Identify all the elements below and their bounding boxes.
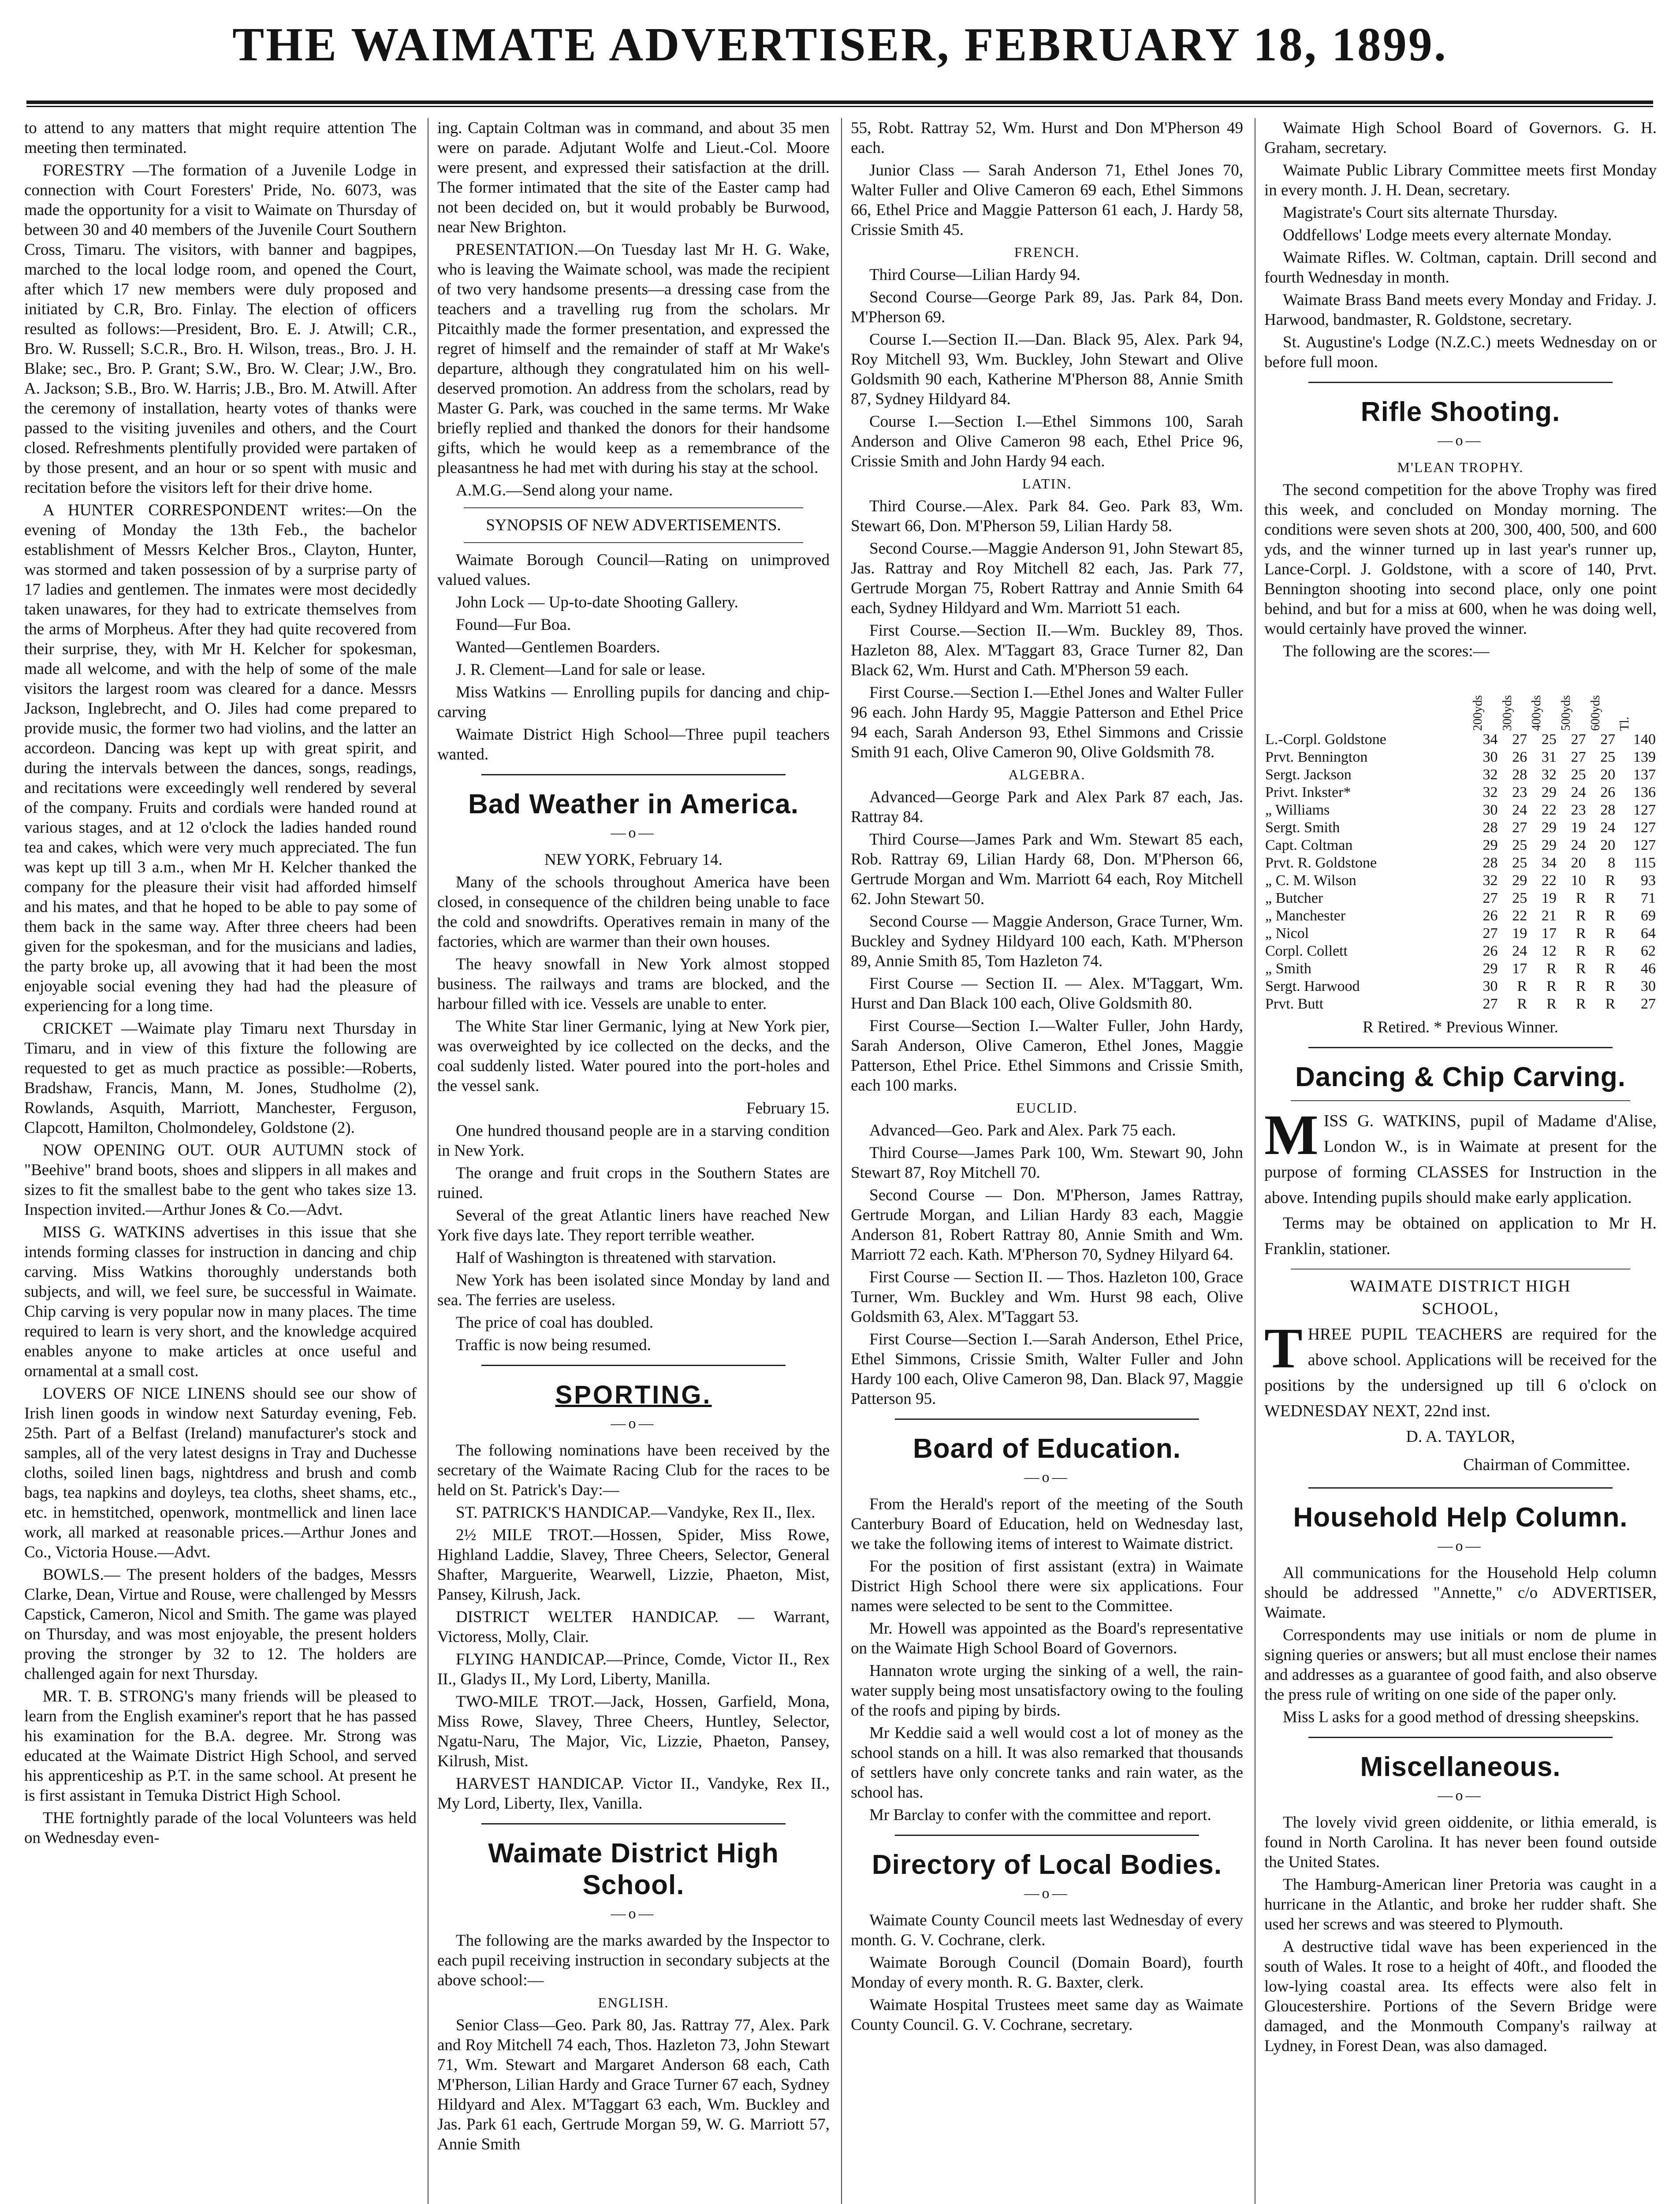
scores-value-cell: 20 bbox=[1600, 837, 1616, 853]
scores-row bbox=[1264, 907, 1657, 925]
scores-table bbox=[1264, 665, 1657, 1013]
scores-value-cell: 26 bbox=[1512, 749, 1527, 765]
ornament: —o— bbox=[1024, 1469, 1070, 1485]
cricket-paragraph: CRICKET —Waimate play Timaru next Thursday in Timaru, and in view of this fixture the following are requested to get as much practice as possible:—Roberts, Bradshaw, Francis, Mann, M. Jones, Studholme (2), Rowlands, Asquith, Marriott, Manchester, Ferguson, Clapcott, Hamilton, Cholmondeley, Goldstone (2). bbox=[24, 1020, 417, 1137]
scores-value-cell: 139 bbox=[1633, 749, 1656, 765]
sporting-heading: SPORTING. bbox=[555, 1381, 712, 1409]
scores-row bbox=[1264, 890, 1657, 907]
scores-row bbox=[1264, 801, 1657, 819]
scores-value-cell: 127 bbox=[1633, 837, 1656, 853]
school-paragraph: Second Course — Maggie Anderson, Grace Turner, Wm. Buckley and Sydney Hildyard 100 each, Kath. M'Pherson 89, Annie Smith 85, Tom Hazleton 74. bbox=[851, 912, 1243, 970]
divider bbox=[481, 1823, 786, 1824]
synopsis-item: Waimate District High School—Three pupil teachers wanted. bbox=[437, 726, 830, 763]
scores-value-cell: 115 bbox=[1634, 855, 1656, 871]
weather-paragraph: The heavy snowfall in New York almost stopped business. The railways and trams are blocked, and the harbour filled with ice. Vessels are unable to enter. bbox=[437, 955, 830, 1013]
directory-entry: Waimate High School Board of Governors. G. H. Graham, secretary. bbox=[1264, 119, 1657, 157]
synopsis-item: John Lock — Up-to-date Shooting Gallery. bbox=[456, 593, 738, 611]
sporting-paragraph: HARVEST HANDICAP. Victor II., Vandyke, Rex II., My Lord, Liberty, Ilex, Vanilla. bbox=[437, 1775, 830, 1813]
dateline: NEW YORK, February 14. bbox=[544, 851, 723, 869]
sporting-paragraph: TWO-MILE TROT.—Jack, Hossen, Garfield, Mona, Miss Rowe, Slavey, Three Cheers, Huntley, Selector, Ngatu-Naru, The Major, Vic, Lizzie, Phaeton, Pansey, Kilrush, Mist. bbox=[437, 1693, 830, 1770]
directory-entry: Oddfellows' Lodge meets every alternate Monday. bbox=[1283, 226, 1612, 244]
scores-header: 400yds bbox=[1530, 695, 1544, 731]
scores-name-cell: „ Nicol bbox=[1265, 925, 1309, 942]
divider bbox=[895, 1418, 1199, 1420]
synopsis-item: Miss Watkins — Enrolling pupils for dancing and chip-carving bbox=[437, 683, 830, 721]
board-paragraph: Mr. Howell was appointed as the Board's representative on the Waimate High School Board of Governors. bbox=[851, 1619, 1243, 1657]
scores-header: 200yds bbox=[1471, 695, 1485, 731]
divider bbox=[481, 1365, 786, 1366]
scores-value-cell: 28 bbox=[1512, 767, 1527, 783]
scores-value-cell: 24 bbox=[1512, 943, 1527, 959]
dancing-terms: Terms may be obtained on application to Mr H. Franklin, stationer. bbox=[1264, 1214, 1657, 1258]
school-paragraph: First Course — Section II. — Alex. M'Taggart, Wm. Hurst and Dan Black 100 each, Olive Goldsmith 80. bbox=[851, 975, 1243, 1013]
school-paragraph: Second Course — Don. M'Pherson, James Rattray, Gertrude Morgan, and Lilian Hardy 83 each, Maggie Anderson 81, Robert Rattray 80, Annie Smith and Wm. Marriott 72 each. Kath. M'Pherson 70, Sydney Hilyard 64. bbox=[851, 1186, 1243, 1264]
scores-value-cell: 31 bbox=[1541, 749, 1557, 765]
scores-value-cell: 34 bbox=[1541, 855, 1557, 871]
directory-entry: Waimate Rifles. W. Coltman, captain. Drill second and fourth Wednesday in month. bbox=[1264, 249, 1657, 287]
scores-header: 300yds bbox=[1500, 695, 1514, 731]
parade-continued: ing. Captain Coltman was in command, and about 35 men were on parade. Adjutant Wolfe and Lieut.-Col. Moore were present, and expressed their satisfaction at the drill. The former intimated that the site of the Easter camp had not been decided on, but it would probably be Burwood, near New Brighton. bbox=[437, 119, 830, 236]
masthead-rule-thin bbox=[26, 106, 1653, 107]
scores-value-cell: R bbox=[1605, 978, 1616, 994]
school-advert-text: HREE PUPIL TEACHERS are required for the above school. Applications will be received for the positions by the undersigned up till 6 o'clock on WEDNESDAY NEXT, 22nd inst. bbox=[1264, 1325, 1657, 1420]
scores-value-cell: 62 bbox=[1641, 943, 1656, 959]
scores-row bbox=[1264, 978, 1657, 995]
weather-paragraph: Half of Washington is threatened with starvation. bbox=[456, 1249, 776, 1267]
scores-value-cell: 23 bbox=[1512, 784, 1527, 800]
scores-name-cell: „ C. M. Wilson bbox=[1265, 872, 1356, 889]
scores-value-cell: 26 bbox=[1483, 943, 1498, 959]
bowls-paragraph: BOWLS.— The present holders of the badges, Messrs Clarke, Dean, Virtue and Rouse, were challenged by Messrs Capstick, Cameron, Nicol and Smith. The game was played on Thursday, and was most enjoyable, the present holders proving the stronger by 32 to 12. The holders are challenged again for next Thursday. bbox=[24, 1566, 417, 1683]
school-paragraph: The following are the marks awarded by the Inspector to each pupil receiving instruction in secondary subjects at the above school:— bbox=[437, 1932, 830, 1989]
scores-value-cell: R bbox=[1605, 996, 1616, 1012]
scores-value-cell: 29 bbox=[1541, 819, 1557, 836]
masthead-title: THE WAIMATE ADVERTISER, FEBRUARY 18, 1899. bbox=[232, 19, 1448, 71]
school-paragraph: Third Course—James Park and Wm. Stewart 85 each, Rob. Rattray 69, Lilian Hardy 68, Don. M'Pherson 66, Gertrude Morgan and Wm. Marriott 64 each, Roy Mitchell 62. John Stewart 50. bbox=[851, 830, 1243, 908]
scores-row bbox=[1264, 960, 1657, 978]
scores-name-cell: Prvt. R. Goldstone bbox=[1265, 855, 1377, 871]
household-paragraph: All communications for the Household Help column should be addressed "Annette," c/o ADVERTISER, Waimate. bbox=[1264, 1564, 1657, 1622]
scores-value-cell: 25 bbox=[1512, 890, 1527, 906]
synopsis-item: Found—Fur Boa. bbox=[456, 616, 571, 634]
misc-paragraph: The Hamburg-American liner Pretoria was caught in a hurricane in the Atlantic, and broke her rudder shaft. She used her screws and was steered to Plymouth. bbox=[1264, 1876, 1657, 1933]
scores-value-cell: 25 bbox=[1541, 731, 1557, 748]
scores-name-cell: Sergt. Jackson bbox=[1265, 767, 1352, 783]
scores-note: R Retired. * Previous Winner. bbox=[1363, 1018, 1558, 1036]
rifle-heading: Rifle Shooting. bbox=[1360, 397, 1561, 427]
board-paragraph: From the Herald's report of the meeting of the South Canterbury Board of Education, held on Wednesday last, we take the following items of interest to Waimate district. bbox=[851, 1495, 1243, 1553]
scores-value-cell: 26 bbox=[1600, 784, 1616, 800]
scores-value-cell: 29 bbox=[1512, 872, 1527, 889]
scores-value-cell: 22 bbox=[1541, 802, 1557, 818]
scores-value-cell: R bbox=[1576, 908, 1586, 924]
scores-row bbox=[1264, 837, 1657, 854]
scores-value-cell: 17 bbox=[1512, 961, 1527, 977]
scores-value-cell: 27 bbox=[1512, 731, 1527, 748]
divider bbox=[1308, 1047, 1613, 1048]
masthead-rule bbox=[26, 101, 1653, 104]
ornament: —o— bbox=[1438, 1787, 1483, 1804]
scores-value-cell: 30 bbox=[1483, 978, 1498, 994]
scores-value-cell: 25 bbox=[1512, 837, 1527, 853]
directory-heading: Directory of Local Bodies. bbox=[872, 1850, 1222, 1880]
directory-entry: Waimate County Council meets last Wednesday of every month. G. V. Cochrane, clerk. bbox=[851, 1911, 1243, 1949]
scores-value-cell: 21 bbox=[1541, 908, 1557, 924]
scores-row bbox=[1264, 854, 1657, 872]
school-advert-heading: SCHOOL, bbox=[1422, 1299, 1499, 1318]
scores-value-cell: R bbox=[1605, 961, 1616, 977]
synopsis-item: Waimate Borough Council—Rating on unimproved valued values. bbox=[437, 551, 830, 589]
school-paragraph: Advanced—George Park and Alex Park 87 each, Jas. Rattray 84. bbox=[851, 788, 1243, 826]
subject-heading: ENGLISH. bbox=[598, 1995, 669, 2010]
scores-value-cell: 25 bbox=[1571, 767, 1586, 783]
scores-value-cell: 32 bbox=[1483, 872, 1498, 889]
ornament: —o— bbox=[1438, 432, 1483, 449]
scores-value-cell: 46 bbox=[1641, 961, 1656, 977]
sporting-paragraph: DISTRICT WELTER HANDICAP. — Warrant, Victoress, Molly, Clair. bbox=[437, 1608, 830, 1646]
divider bbox=[481, 774, 786, 775]
scores-value-cell: R bbox=[1605, 908, 1616, 924]
scores-name-cell: Corpl. Collett bbox=[1265, 943, 1348, 959]
scores-value-cell: 30 bbox=[1641, 978, 1656, 994]
school-advert bbox=[1264, 1317, 1657, 1478]
scores-value-cell: R bbox=[1605, 925, 1616, 942]
weather-paragraph: The price of coal has doubled. bbox=[456, 1314, 653, 1332]
divider bbox=[1308, 1487, 1613, 1489]
scores-value-cell: 140 bbox=[1633, 731, 1656, 748]
ornament: —o— bbox=[611, 1906, 656, 1922]
parade-paragraph: THE fortnightly parade of the local Volunteers was held on Wednesday even- bbox=[24, 1809, 417, 1847]
weather-paragraph: Many of the schools throughout America have been closed, in consequence of the children being unable to face the cold and snowdrifts. Operatives remain in many of the factories, which are warmer than their own houses. bbox=[437, 873, 830, 951]
scores-value-cell: R bbox=[1576, 925, 1586, 942]
sporting-paragraph: The following nominations have been received by the secretary of the Waimate Racing Club for the races to be held on St. Patrick's Day:— bbox=[437, 1441, 830, 1499]
scores-row bbox=[1264, 872, 1657, 890]
scores-header-row bbox=[1264, 665, 1657, 731]
school-advert-heading: WAIMATE DISTRICT HIGH bbox=[1350, 1277, 1571, 1296]
scores-value-cell: 24 bbox=[1512, 802, 1527, 818]
weather-heading: Bad Weather in America. bbox=[468, 789, 799, 819]
hunter-paragraph: A HUNTER CORRESPONDENT writes:—On the evening of Monday the 13th Feb., the bachelor establishment of Messrs Kelcher Bros., Clayton, Hunter, was stormed and taken possession of by a surprise party of 17 ladies and gentlemen. The inmates were most decidedly taken unawares, for they had to extricate themselves from the arms of Morpheus. After they had quite recovered from their surprise, they, with Mr H. Kelcher for spokesman, made all welcome, and with the help of some of the male visitors the largest room was cleared for a dance. Messrs Jackson, Inglebrecht, and O. Jiles had come prepared to provide music, the former two had violins, and the latter an accordeon. Dancing was kept up with great spirit, and during the intervals between the dances, songs, readings, and recitations were exceedingly well rendered by several of the company. Fruits and cordials were handed round at various stages, and at 12 o'clock the ladies handed round tea and cakes, which were very much appreciated. The fun was kept up till 3 a.m., when Mr H. Kelcher thanked the company for the pleasure their visit had afforded himself and his mates, and that he hoped to be able to pay some of them back in the same way. After three cheers had been given for the spokesman, and for the musicians and ladies, the party broke up, all avowing that it had been the most enjoyable social evening they had had the pleasure of experiencing for a long time. bbox=[24, 501, 417, 1015]
scores-value-cell: 136 bbox=[1633, 784, 1656, 800]
divider bbox=[1291, 1269, 1630, 1270]
scores-value-cell: 93 bbox=[1641, 872, 1656, 889]
scores-value-cell: 27 bbox=[1641, 996, 1656, 1012]
scores-value-cell: 29 bbox=[1541, 784, 1557, 800]
scores-value-cell: R bbox=[1576, 943, 1586, 959]
scores-row bbox=[1264, 942, 1657, 960]
divider bbox=[1308, 1737, 1613, 1738]
paragraph: to attend to any matters that might require attention The meeting then terminated. bbox=[24, 119, 417, 157]
dancing-advert bbox=[1264, 1103, 1657, 1262]
misc-heading: Miscellaneous. bbox=[1360, 1752, 1561, 1782]
scores-value-cell: 24 bbox=[1571, 837, 1586, 853]
dancing-text: ISS G. WATKINS, pupil of Madame d'Alise, London W., is in Waimate at present for the purpose of forming CLASSES for Instruction in the above. Intending pupils should make early application. bbox=[1264, 1112, 1657, 1207]
board-paragraph: Hannaton wrote urging the sinking of a well, the rain-water supply being most unsatisfactory owing to the fouling of the roofs and piping by birds. bbox=[851, 1662, 1243, 1720]
school-paragraph: Advanced—Geo. Park and Alex. Park 75 each. bbox=[869, 1121, 1176, 1139]
weather-paragraph: Several of the great Atlantic liners have reached New York five days late. They report terrible weather. bbox=[437, 1206, 830, 1244]
forestry-paragraph: FORESTRY —The formation of a Juvenile Lodge in connection with Court Foresters' Pride, No. 6073, was made the opportunity for a visit to Waimate on Thursday of between 30 and 40 members of the Juvenile Court Southern Cross, Timaru. The visitors, with banner and bagpipes, marched to the local lodge room, and opened the Court, after which 17 new members were duly proposed and initiated by C.R, Bro. Finlay. The election of officers resulted as follows:—President, Bro. E. J. Atwill; C.R., Bro. W. Russell; S.C.R., Bro. H. Wilson, treas., Bro. J. H. Blake; sec., Bro. P. Grant; S.W., Bro. W. Clear; J.W., Bro. A. Jackson; S.B., Bro. W. Harris; J.B., Bro. M. Atwill. After the ceremony of installation, hearty votes of thanks were passed to the visiting juveniles and others, and the Court closed. Refreshments plentifully provided were partaken of by those present, and an hour or so spent with music and recitation before the visitors left for their drive home. bbox=[24, 161, 417, 497]
sporting-paragraph: ST. PATRICK'S HANDICAP.—Vandyke, Rex II., Ilex. bbox=[456, 1504, 816, 1522]
board-paragraph: Mr Barclay to confer with the committee and report. bbox=[869, 1806, 1211, 1824]
scores-value-cell: R bbox=[1546, 961, 1557, 977]
school-paragraph: First Course.—Section II.—Wm. Buckley 89, Thos. Hazleton 88, Alex. M'Taggart 83, Grace Turner 82, Dan Black 62, Wm. Hurst and Cath. M'Pherson 59 each. bbox=[851, 622, 1243, 679]
scores-value-cell: 23 bbox=[1571, 802, 1586, 818]
scores-value-cell: 10 bbox=[1571, 872, 1586, 889]
board-paragraph: Mr Keddie said a well would cost a lot of money as the school stands on a hill. It was also remarked that thousands of settlers have only concrete tanks and rain water, as the school has. bbox=[851, 1724, 1243, 1802]
scores-value-cell: 29 bbox=[1483, 961, 1498, 977]
strong-paragraph: MR. T. B. STRONG's many friends will be pleased to learn from the English examiner's report that he has passed his examination for the B.A. degree. Mr. Strong was educated at the Waimate District High School, and served his apprenticeship as P.T. in the same school. At present he is first assistant in Temuka District High School. bbox=[24, 1687, 417, 1805]
synopsis-item: Wanted—Gentlemen Boarders. bbox=[456, 638, 660, 656]
misc-paragraph: The lovely vivid green oiddenite, or lithia emerald, is found in North Carolina. It has never been found outside the United States. bbox=[1264, 1813, 1657, 1871]
school-paragraph: Senior Class—Geo. Park 80, Jas. Rattray 77, Alex. Park and Roy Mitchell 74 each, Thos. Hazleton 73, John Stewart 71, Wm. Stewart and Margaret Anderson 68 each, Cath M'Pherson, Lilian Hardy and Grace Turner 67 each, Sydney Hildyard and Alex. M'Taggart 63 each, Wm. Buckley and Jas. Park 61 each, Gertrude Morgan 59, W. G. Marriott 57, Annie Smith bbox=[437, 2016, 830, 2153]
scores-name-cell: „ Butcher bbox=[1265, 890, 1323, 906]
scores-body bbox=[1264, 731, 1657, 1013]
dancing-heading: Dancing & Chip Carving. bbox=[1295, 1062, 1626, 1092]
scores-value-cell: 19 bbox=[1512, 925, 1527, 942]
scores-value-cell: 27 bbox=[1512, 819, 1527, 836]
school-paragraph: Course I.—Section II.—Dan. Black 95, Alex. Park 94, Roy Mitchell 93, Wm. Buckley, John Stewart and Olive Goldsmith 90 each, Katherine M'Pherson 88, Annie Smith 87, Sydney Hildyard 84. bbox=[851, 331, 1243, 408]
drop-cap: T bbox=[1264, 1317, 1303, 1380]
school-paragraph: Third Course—Lilian Hardy 94. bbox=[869, 266, 1080, 284]
directory-entry: Waimate Brass Band meets every Monday and Friday. J. Harwood, bandmaster, R. Goldstone, secretary. bbox=[1264, 291, 1657, 329]
scores-value-cell: 29 bbox=[1483, 837, 1498, 853]
column-2 bbox=[437, 118, 830, 2204]
scores-value-cell: R bbox=[1517, 978, 1527, 994]
scores-name-cell: Sergt. Smith bbox=[1265, 819, 1340, 836]
scores-value-cell: 71 bbox=[1641, 890, 1656, 906]
rifle-paragraph: The second competition for the above Trophy was fired this week, and concluded on Monday morning. The conditions were seven shots at 200, 300, 400, 500, and 600 yds, and the winner turned up in last year's runner up, Lance-Corpl. J. Goldstone, with a score of 140, Prvt. Bennington shooting into second place, only one point behind, and but for a miss at 600, when he was doing well, would certainly have proved the winner. bbox=[1264, 481, 1657, 638]
school-paragraph: Second Course—George Park 89, Jas. Park 84, Don. M'Pherson 69. bbox=[851, 288, 1243, 326]
scores-value-cell: R bbox=[1576, 978, 1586, 994]
divider bbox=[464, 507, 803, 508]
scores-value-cell: 27 bbox=[1571, 749, 1586, 765]
ornament: —o— bbox=[1024, 1885, 1070, 1902]
scores-value-cell: 127 bbox=[1633, 802, 1656, 818]
scores-value-cell: 24 bbox=[1600, 819, 1616, 836]
ornament: —o— bbox=[611, 1415, 656, 1432]
school-paragraph: Junior Class — Sarah Anderson 71, Ethel Jones 70, Walter Fuller and Olive Cameron 69 each, Ethel Simmons 66, Ethel Price and Maggie Patterson 61 each, J. Hardy 58, Crissie Smith 45. bbox=[851, 161, 1243, 239]
column-divider bbox=[841, 118, 842, 2204]
scores-value-cell: 27 bbox=[1483, 925, 1498, 942]
scores-row bbox=[1264, 925, 1657, 942]
dateline: February 15. bbox=[746, 1099, 830, 1117]
scores-value-cell: 32 bbox=[1483, 784, 1498, 800]
scores-value-cell: R bbox=[1546, 978, 1557, 994]
ornament: —o— bbox=[1438, 1538, 1483, 1554]
directory-entry: Waimate Hospital Trustees meet same day as Waimate County Council. G. V. Cochrane, secretary. bbox=[851, 1996, 1243, 2034]
board-heading: Board of Education. bbox=[913, 1433, 1181, 1464]
scores-row bbox=[1264, 819, 1657, 837]
scores-header-blank bbox=[1264, 665, 1469, 731]
sporting-paragraph: 2½ MILE TROT.—Hossen, Spider, Miss Rowe, Highland Laddie, Slavey, Three Cheers, Selector, General Shafter, Marguerite, Wearwell, Lizzie, Phaeton, Mist, Pansey, Kilrush, Jack. bbox=[437, 1526, 830, 1604]
drop-cap: M bbox=[1264, 1103, 1319, 1167]
household-paragraph: Correspondents may use initials or nom de plume in signing queries or answers; but all must enclose their names and addresses as a guarantee of good faith, and also observe the press rule of writing on one side of the paper only. bbox=[1264, 1626, 1657, 1704]
school-paragraph: First Course — Section II. — Thos. Hazleton 100, Grace Turner, Wm. Buckley and Wm. Hurst 98 each, Olive Goldsmith 63, Alex. M'Taggart 53. bbox=[851, 1268, 1243, 1326]
scores-value-cell: 28 bbox=[1483, 819, 1498, 836]
scores-value-cell: 27 bbox=[1483, 890, 1498, 906]
presentation-paragraph: PRESENTATION.—On Tuesday last Mr H. G. Wake, who is leaving the Waimate school, was made the recipient of two very handsome presents—a dressing case from the teachers and a travelling rug from the scholars. Mr Pitcaithly made the former presentation, and expressed the regret of himself and the remainder of staff at Mr Wake's departure, although they congratulated him on his well-deserved promotion. An address from the scholars, read by Master G. Park, was couched in the same terms. Mr Wake briefly replied and thanked the donors for their handsome gifts, which he would keep as a remembrance of the pleasantness he had met with during his stay at the school. bbox=[437, 241, 830, 477]
scores-value-cell: R bbox=[1576, 890, 1586, 906]
scores-value-cell: 19 bbox=[1541, 890, 1557, 906]
board-paragraph: For the position of first assistant (extra) in Waimate District High School there were six applications. Four names were selected to be sent to the Committee. bbox=[851, 1557, 1243, 1615]
directory-entry: St. Augustine's Lodge (N.Z.C.) meets Wednesday on or before full moon. bbox=[1264, 333, 1657, 371]
subject-heading: LATIN. bbox=[1022, 476, 1072, 491]
scores-value-cell: 34 bbox=[1483, 731, 1498, 748]
rifle-paragraph: The following are the scores:— bbox=[1283, 642, 1490, 660]
scores-value-cell: 26 bbox=[1483, 908, 1498, 924]
rifle-subheading: M'LEAN TROPHY. bbox=[1397, 459, 1524, 475]
scores-value-cell: 22 bbox=[1541, 872, 1557, 889]
divider bbox=[1308, 382, 1613, 383]
scores-name-cell: „ Manchester bbox=[1265, 908, 1346, 924]
scores-value-cell: 32 bbox=[1541, 767, 1557, 783]
school-paragraph: First Course—Section I.—Sarah Anderson, Ethel Price, Ethel Simmons, Crissie Smith, Walter Fuller and John Hardy 100 each, Olive Cameron 98, Dan. Black 97, Maggie Patterson 95. bbox=[851, 1330, 1243, 1408]
household-heading: Household Help Column. bbox=[1293, 1502, 1628, 1533]
ornament: —o— bbox=[611, 825, 656, 841]
scores-row bbox=[1264, 748, 1657, 766]
column-3 bbox=[851, 118, 1243, 2204]
weather-paragraph: New York has been isolated since Monday by land and sea. The ferries are useless. bbox=[437, 1271, 830, 1309]
scores-header: Tl. bbox=[1618, 717, 1632, 731]
scores-value-cell: 12 bbox=[1541, 943, 1557, 959]
scores-value-cell: 30 bbox=[1483, 749, 1498, 765]
masthead bbox=[0, 0, 1680, 110]
school-advert-signature: D. A. TAYLOR, bbox=[1406, 1427, 1515, 1446]
scores-header: 600yds bbox=[1588, 695, 1602, 731]
divider bbox=[464, 542, 803, 543]
scores-name-cell: Sergt. Harwood bbox=[1265, 978, 1360, 994]
scores-value-cell: 127 bbox=[1633, 819, 1656, 836]
scores-value-cell: 29 bbox=[1541, 837, 1557, 853]
scores-value-cell: R bbox=[1605, 890, 1616, 906]
scores-value-cell: 24 bbox=[1571, 784, 1586, 800]
scores-value-cell: 28 bbox=[1600, 802, 1616, 818]
directory-entry: Magistrate's Court sits alternate Thursday. bbox=[1283, 204, 1558, 222]
directory-entry: Waimate Borough Council (Domain Board), fourth Monday of every month. R. G. Baxter, clerk. bbox=[851, 1954, 1243, 1992]
scores-name-cell: Privt. Inkster* bbox=[1265, 784, 1351, 800]
scores-value-cell: 30 bbox=[1483, 802, 1498, 818]
scores-header: 500yds bbox=[1559, 695, 1573, 731]
school-advert-title: Chairman of Committee. bbox=[1463, 1456, 1630, 1474]
synopsis-heading: SYNOPSIS OF NEW ADVERTISEMENTS. bbox=[486, 516, 781, 534]
linens-paragraph: LOVERS OF NICE LINENS should see our show of Irish linen goods in window next Saturday evening, Feb. 25th. Part of a Belfast (Ireland) manufacturer's stock and samples, all of the very latest designs in Tray and Duchesse cloths, soiled linen bags, nightdress and brush and comb bags, tea napkins and doyleys, tea cloths, sheet shams, etc., etc. in hemstitched, openwork, montmellick and linen lace work, all marked at reasonable prices.—Arthur Jones and Co., Victoria House.—Advt. bbox=[24, 1385, 417, 1561]
weather-paragraph: The White Star liner Germanic, lying at New York pier, was overweighted by ice collected on the decks, and the coal suddenly listed. Water poured into the port-holes and the vessel sank. bbox=[437, 1017, 830, 1095]
scores-value-cell: 69 bbox=[1641, 908, 1656, 924]
scores-value-cell: R bbox=[1517, 996, 1527, 1012]
scores-value-cell: R bbox=[1605, 872, 1616, 889]
subject-heading: FRENCH. bbox=[1014, 244, 1080, 260]
household-paragraph: Miss L asks for a good method of dressing sheepskins. bbox=[1283, 1708, 1639, 1726]
scores-value-cell: 20 bbox=[1571, 855, 1586, 871]
scores-value-cell: 25 bbox=[1600, 749, 1616, 765]
column-1 bbox=[24, 118, 417, 2204]
scores-name-cell: L.-Corpl. Goldstone bbox=[1265, 731, 1386, 748]
misc-paragraph: A destructive tidal wave has been experienced in the south of Wales. It rose to a height of 40ft., and flooded the low-lying coastal area. Its effects were also felt in Gloucestershire. Portions of the Severn Bridge were damaged, and the Monmouth Company's railway at Lydney, in Forest Dean, was also damaged. bbox=[1264, 1938, 1657, 2055]
scores-value-cell: 17 bbox=[1541, 925, 1557, 942]
scores-value-cell: 8 bbox=[1608, 855, 1616, 871]
scores-value-cell: R bbox=[1605, 943, 1616, 959]
subject-heading: EUCLID. bbox=[1016, 1100, 1078, 1116]
scores-value-cell: 64 bbox=[1641, 925, 1656, 942]
scores-name-cell: Prvt. Bennington bbox=[1265, 749, 1368, 765]
school-heading: Waimate District High School. bbox=[488, 1838, 779, 1900]
school-paragraph: Course I.—Section I.—Ethel Simmons 100, Sarah Anderson and Olive Cameron 98 each, Ethel Price 96, Crissie Smith and John Hardy 94 each. bbox=[851, 413, 1243, 470]
school-paragraph: Third Course.—Alex. Park 84. Geo. Park 83, Wm. Stewart 66, Don. M'Pherson 59, Lilian Hardy 58. bbox=[851, 497, 1243, 535]
divider bbox=[1291, 1100, 1630, 1101]
school-continued: 55, Robt. Rattray 52, Wm. Hurst and Don M'Pherson 49 each. bbox=[851, 119, 1243, 157]
school-paragraph: First Course—Section I.—Walter Fuller, John Hardy, Sarah Anderson, Olive Cameron, Ethel Jones, Maggie Patterson, Ethel Price. Ethel Simmons and Crissie Smith, each 100 marks. bbox=[851, 1017, 1243, 1095]
subject-heading: ALGEBRA. bbox=[1008, 767, 1086, 782]
column-4 bbox=[1264, 118, 1657, 2204]
scores-value-cell: 137 bbox=[1633, 767, 1656, 783]
sporting-paragraph: FLYING HANDICAP.—Prince, Comde, Victor II., Rex II., Gladys II., My Lord, Liberty, Manilla. bbox=[437, 1650, 830, 1688]
scores-value-cell: 19 bbox=[1571, 819, 1586, 836]
scores-value-cell: 28 bbox=[1483, 855, 1498, 871]
scores-name-cell: Prvt. Butt bbox=[1265, 996, 1324, 1012]
scores-value-cell: R bbox=[1576, 961, 1586, 977]
scores-row bbox=[1264, 766, 1657, 784]
scores-value-cell: 25 bbox=[1512, 855, 1527, 871]
scores-value-cell: R bbox=[1546, 996, 1557, 1012]
scores-value-cell: 22 bbox=[1512, 908, 1527, 924]
weather-paragraph: The orange and fruit crops in the Southern States are ruined. bbox=[437, 1164, 830, 1202]
scores-row bbox=[1264, 995, 1657, 1013]
scores-value-cell: 32 bbox=[1483, 767, 1498, 783]
scores-row bbox=[1264, 731, 1657, 748]
autumn-stock-paragraph: NOW OPENING OUT. OUR AUTUMN stock of "Beehive" brand boots, shoes and slippers in all makes and sizes to fit the smallest babe to the gent who takes size 13. Inspection invited.—Arthur Jones & Co.—Advt. bbox=[24, 1141, 417, 1219]
scores-name-cell: „ Smith bbox=[1265, 961, 1311, 977]
weather-paragraph: Traffic is now being resumed. bbox=[456, 1336, 651, 1354]
watkins-paragraph: MISS G. WATKINS advertises in this issue that she intends forming classes for instruction in dancing and chip carving. Miss Watkins thoroughly understands both subjects, and will, we feel sure, be successful in Waimate. Chip carving is very popular now in many places. The time required to learn is very short, and the knowledge acquired enables anyone to make articles at once useful and ornamental at a small cost. bbox=[24, 1223, 417, 1380]
directory-entry: Waimate Public Library Committee meets first Monday in every month. J. H. Dean, secretary. bbox=[1264, 161, 1657, 199]
synopsis-item: J. R. Clement—Land for sale or lease. bbox=[456, 661, 706, 679]
scores-value-cell: R bbox=[1576, 996, 1586, 1012]
school-paragraph: Third Course—James Park 100, Wm. Stewart 90, John Stewart 87, Roy Mitchell 70. bbox=[851, 1144, 1243, 1182]
school-paragraph: Second Course.—Maggie Anderson 91, John Stewart 85, Jas. Rattray and Roy Mitchell 82 each, Jas. Park 77, Gertrude Morgan 75, Robert Rattray and Annie Smith 64 each, Sydney Hildyard and Wm. Marriott 51 each. bbox=[851, 540, 1243, 617]
scores-name-cell: Capt. Coltman bbox=[1265, 837, 1353, 853]
scores-name-cell: „ Williams bbox=[1265, 802, 1330, 818]
scores-value-cell: 27 bbox=[1483, 996, 1498, 1012]
notice-paragraph: A.M.G.—Send along your name. bbox=[456, 481, 673, 499]
scores-row bbox=[1264, 784, 1657, 801]
school-paragraph: First Course.—Section I.—Ethel Jones and Walter Fuller 96 each. John Hardy 95, Maggie Patterson and Ethel Price 94 each, Sarah Anderson 93, Ethel Simmons and Crissie Smith 91 each, Olive Cameron 90, Olive Goldsmith 78. bbox=[851, 684, 1243, 761]
weather-paragraph: One hundred thousand people are in a starving condition in New York. bbox=[437, 1122, 830, 1160]
scores-value-cell: 20 bbox=[1600, 767, 1616, 783]
divider bbox=[895, 1835, 1199, 1836]
scores-value-cell: 27 bbox=[1571, 731, 1586, 748]
scores-value-cell: 27 bbox=[1600, 731, 1616, 748]
